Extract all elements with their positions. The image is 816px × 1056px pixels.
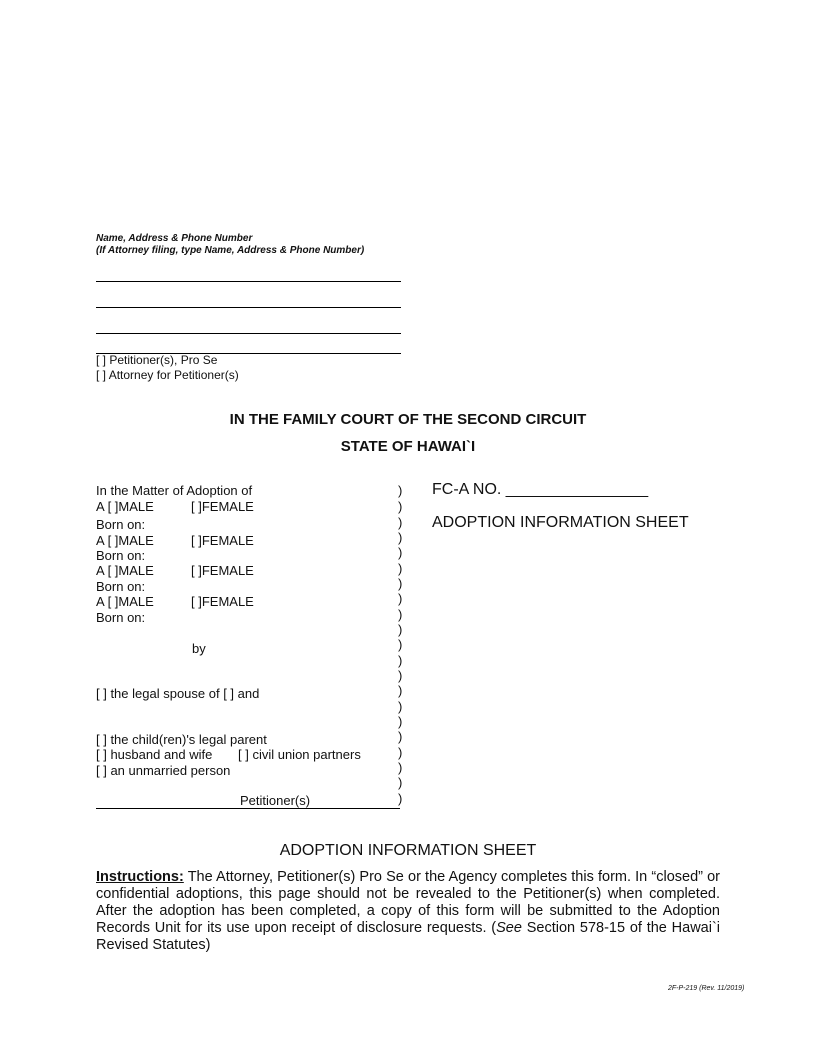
filer-option-label: Petitioner(s), Pro Se <box>109 353 218 367</box>
child-4-male[interactable]: A [ ]MALE <box>96 594 154 609</box>
parent-option[interactable]: [ ] the child(ren)'s legal parent <box>96 732 267 747</box>
caption-paren: ) <box>398 530 403 545</box>
caption-paren: ) <box>398 653 403 668</box>
caption-paren: ) <box>398 483 403 498</box>
header-line-1: Name, Address & Phone Number <box>96 233 253 244</box>
child-4-born: Born on: <box>96 610 146 625</box>
caption-paren: ) <box>398 622 403 637</box>
child-1-female[interactable]: [ ]FEMALE <box>191 499 254 514</box>
spouse-option[interactable]: [ ] the legal spouse of [ ] and <box>96 686 260 701</box>
filer-option-pro-se[interactable] <box>96 353 217 367</box>
instructions-text-b: Section 578-15 of the Hawai`i Revised Statutes) <box>96 920 721 953</box>
header-line-2: (If Attorney filing, type Name, Address & Phone Number) <box>96 245 365 256</box>
caption-paren: ) <box>398 760 403 775</box>
form-id: 2F-P-219 (Rev. 11/2019) <box>668 985 745 992</box>
child-2-male[interactable]: A [ ]MALE <box>96 533 154 548</box>
caption-paren: ) <box>398 561 403 576</box>
caption-paren: ) <box>398 714 403 729</box>
address-line-3[interactable] <box>96 333 401 334</box>
child-2-female[interactable]: [ ]FEMALE <box>191 533 254 548</box>
caption-paren: ) <box>398 515 403 530</box>
caption-paren: ) <box>398 591 403 606</box>
child-2-born: Born on: <box>96 548 146 563</box>
filer-option-attorney[interactable] <box>96 368 239 382</box>
checkbox-pro-se[interactable]: [ ] <box>96 353 107 367</box>
document-title: ADOPTION INFORMATION SHEET <box>432 514 689 531</box>
section-title: ADOPTION INFORMATION SHEET <box>279 842 537 859</box>
caption-paren: ) <box>398 607 403 622</box>
petitioners-label: Petitioner(s) <box>240 793 311 808</box>
husband-wife-option[interactable]: [ ] husband and wife <box>96 747 213 762</box>
address-line-1[interactable] <box>96 281 401 282</box>
instructions-paragraph <box>96 869 720 954</box>
caption-paren: ) <box>398 668 403 683</box>
child-3-born: Born on: <box>96 579 146 594</box>
child-3-female[interactable]: [ ]FEMALE <box>191 563 254 578</box>
child-4-female[interactable]: [ ]FEMALE <box>191 594 254 609</box>
unmarried-option[interactable]: [ ] an unmarried person <box>96 763 231 778</box>
child-1-born: Born on: <box>96 517 146 532</box>
child-3-male[interactable]: A [ ]MALE <box>96 563 154 578</box>
caption-paren: ) <box>398 683 403 698</box>
caption-paren: ) <box>398 576 403 591</box>
child-1-male[interactable]: A [ ]MALE <box>96 499 154 514</box>
checkbox-attorney[interactable]: [ ] <box>96 368 107 382</box>
caption-paren: ) <box>398 791 403 806</box>
caption-paren: ) <box>398 729 403 744</box>
caption-paren: ) <box>398 545 403 560</box>
caption-paren: ) <box>398 745 403 760</box>
instructions-label: Instructions: <box>96 869 184 885</box>
court-title: IN THE FAMILY COURT OF THE SECOND CIRCUIT <box>229 411 587 428</box>
caption-paren: ) <box>398 499 403 514</box>
filer-option-label: Attorney for Petitioner(s) <box>108 368 239 382</box>
instructions-text-a: The Attorney, Petitioner(s) Pro Se or the Agency completes this form. In “closed” or confidential adoptions, this page should not be revealed to the Petitioner(s) when completed. After the adoption has been completed, a copy of this form will be submitted to the Adoption Records Unit for its use upon receipt of disclosure requests. ( <box>96 869 720 936</box>
instructions-see: See <box>496 920 522 936</box>
case-number[interactable]: FC-A NO. ________________ <box>432 481 649 498</box>
petitioners-line[interactable] <box>96 808 400 809</box>
address-line-2[interactable] <box>96 307 401 308</box>
caption-matter: In the Matter of Adoption of <box>96 483 253 498</box>
caption-by: by <box>192 641 206 656</box>
caption-paren: ) <box>398 637 403 652</box>
caption-paren: ) <box>398 699 403 714</box>
caption-paren: ) <box>398 775 403 790</box>
court-state: STATE OF HAWAI`I <box>340 438 476 455</box>
civil-union-option[interactable]: [ ] civil union partners <box>238 747 361 762</box>
